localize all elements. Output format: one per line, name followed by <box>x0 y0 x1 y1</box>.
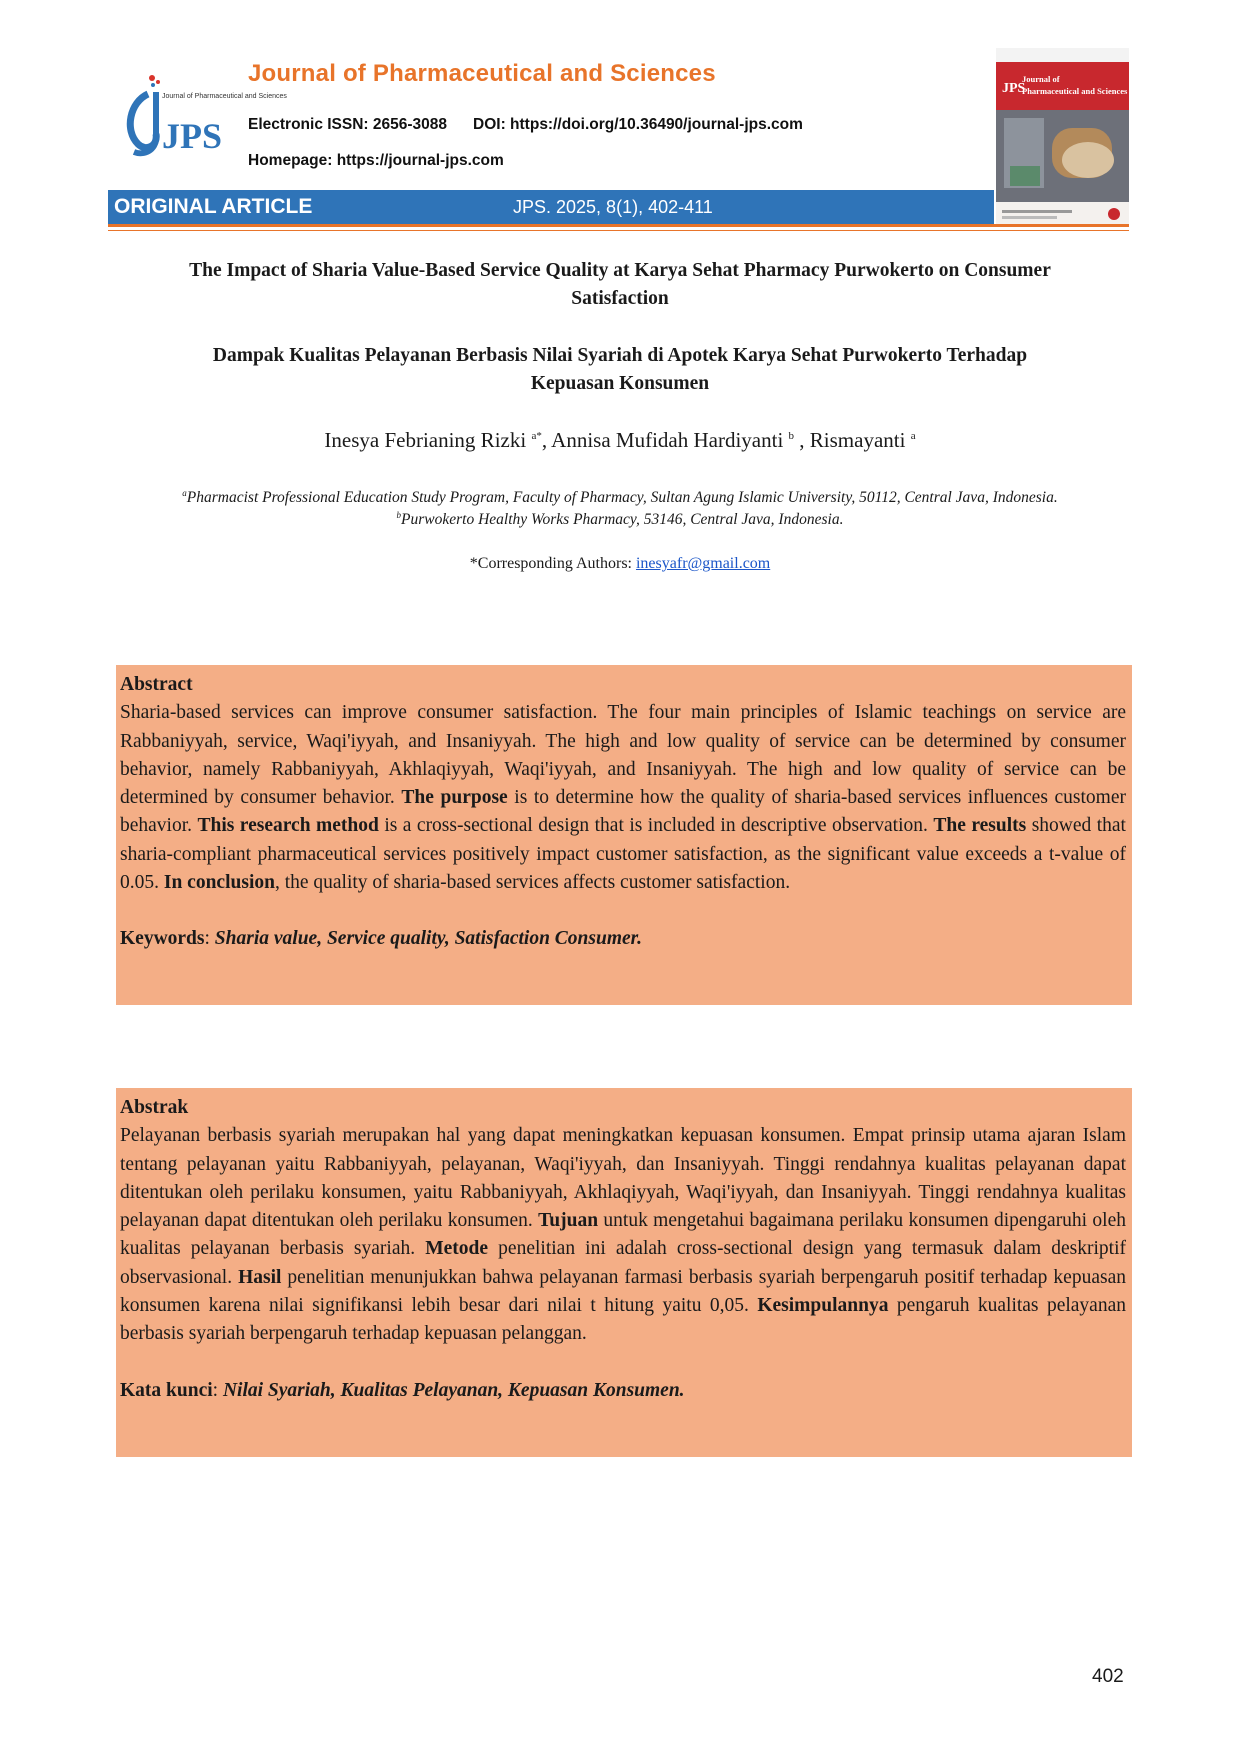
author-list <box>120 428 1120 453</box>
svg-text:Journal of Pharmaceutical and: Journal of Pharmaceutical and Sciences <box>162 93 287 100</box>
header-rule <box>108 224 1129 227</box>
author-3-affil: a <box>910 430 916 442</box>
kata-kunci-list: Nilai Syariah, Kualitas Pelayanan, Kepuasan Konsumen. <box>222 1379 685 1401</box>
keywords: Keywords: Sharia value, Service quality, Satisfaction Consumer. <box>120 928 643 950</box>
abstract-english-box <box>116 665 1132 1005</box>
svg-text:Pharmaceutical and Sciences: Pharmaceutical and Sciences <box>1022 86 1128 96</box>
affiliation-b-marker: b <box>396 510 402 520</box>
corresponding-label: *Corresponding Authors: <box>469 555 636 572</box>
citation: JPS. 2025, 8(1), 402-411 <box>513 197 713 217</box>
author-3: , Rismayanti <box>794 428 911 452</box>
title-english <box>120 257 1120 313</box>
page-number: 402 <box>1092 1666 1124 1687</box>
abstract-heading: Abstract <box>120 674 193 695</box>
keywords-list: Sharia value, Service quality, Satisfaction Consumer. <box>214 928 643 950</box>
affiliation-a-marker: a <box>182 488 187 498</box>
abstrak-heading: Abstrak <box>120 1097 189 1118</box>
title-indonesian-line2: Kepuasan Konsumen <box>530 373 710 394</box>
header-rule-thin <box>108 230 1129 231</box>
svg-text:Journal of: Journal of <box>1022 74 1060 84</box>
abstract-text: Sharia-based services can improve consumer satisfaction. The four main principles of Islamic teachings on service are Rabbaniyyah, service, Waqi'iyyah, and Insaniyyah. The high and low quality of service can be determined by consumer behavior, namely Rabbaniyyah, Akhlaqiyyah, Waqi'iyyah, and Insaniyyah. The high and low quality of service can be determined by consumer behavior. The purpose is to determine how the quality of sharia-based services influences customer behavior. This research method is a cross-sectional design that is included in descriptive observation. The results showed that sharia-compliant pharmaceutical services positively impact customer satisfaction, as the significant value exceeds a t-value of 0.05. In conclusion, the quality of sharia-based services affects customer satisfaction. <box>120 702 1126 894</box>
affiliation-a <box>120 488 1120 507</box>
kata-kunci-label: Kata kunci <box>120 1379 213 1401</box>
abstract-indonesian-box <box>116 1088 1132 1457</box>
author-1: Inesya Febrianing Rizki <box>324 428 532 452</box>
author-2: , Annisa Mufidah Hardiyanti <box>541 428 789 452</box>
issn: Electronic ISSN: 2656-3088 <box>248 116 448 133</box>
title-english-line1: The Impact of Sharia Value-Based Service Quality at Karya Sehat Pharmacy Purwokerto on Consumer <box>189 260 1051 281</box>
homepage-link[interactable]: Homepage: https://journal-jps.com <box>248 152 504 169</box>
affiliation-a-text: Pharmacist Professional Education Study Program, Faculty of Pharmacy, Sultan Agung Islamic University, 50112, Central Java, Indonesia. <box>186 489 1058 506</box>
author-1-affil: a* <box>531 430 542 442</box>
title-english-line2: Satisfaction <box>571 288 669 309</box>
journal-logo <box>120 72 287 162</box>
kata-kunci: Kata kunci: Nilai Syariah, Kualitas Pelayanan, Kepuasan Konsumen. <box>120 1379 685 1401</box>
affiliation-b-text: Purwokerto Healthy Works Pharmacy, 53146, Central Java, Indonesia. <box>401 511 844 528</box>
doi-link[interactable]: DOI: https://doi.org/10.36490/journal-jps.com <box>473 116 803 133</box>
svg-text:JPS: JPS <box>162 116 223 156</box>
keywords-label: Keywords <box>120 928 205 950</box>
author-2-affil: b <box>788 430 795 442</box>
corresponding-author <box>120 555 1120 573</box>
article-type-bar <box>108 190 994 224</box>
abstrak-text: Pelayanan berbasis syariah merupakan hal yang dapat meningkatkan kepuasan konsumen. Empat prinsip utama ajaran Islam tentang pelayanan yaitu Rabbaniyyah, pelayanan, Waqi'iyyah, dan Insaniyyah. Tinggi rendahnya kualitas pelayanan dapat ditentukan oleh perilaku konsumen, yaitu Rabbaniyyah, Akhlaqiyyah, Waqi'iyyah, dan Insaniyyah. Tinggi rendahnya kualitas pelayanan dapat ditentukan oleh perilaku konsumen. Tujuan untuk mengetahui bagaimana perilaku konsumen dipengaruhi oleh kualitas pelayanan berbasis syariah. Metode penelitian ini adalah cross-sectional design yang termasuk dalam deskriptif observasional. Hasil penelitian menunjukkan bahwa pelayanan farmasi berbasis syariah berpengaruh positif terhadap kepuasan konsumen karena nilai signifikansi lebih besar dari nilai t hitung yaitu 0,05. Kesimpulannya pengaruh kualitas pelayanan berbasis syariah berpengaruh terhadap kepuasan pelanggan. <box>120 1125 1127 1345</box>
article-type: ORIGINAL ARTICLE <box>114 195 313 218</box>
issn-doi-line <box>248 116 803 134</box>
journal-name: Journal of Pharmaceutical and Sciences <box>248 60 716 87</box>
title-indonesian <box>120 342 1120 398</box>
affiliation-b <box>120 510 1120 529</box>
svg-text:JPS: JPS <box>1002 81 1026 96</box>
corresponding-email-link[interactable]: inesyafr@gmail.com <box>635 555 771 572</box>
title-indonesian-line1: Dampak Kualitas Pelayanan Berbasis Nilai Syariah di Apotek Karya Sehat Purwokerto Terhadap <box>212 345 1028 366</box>
journal-cover-image <box>996 48 1129 225</box>
